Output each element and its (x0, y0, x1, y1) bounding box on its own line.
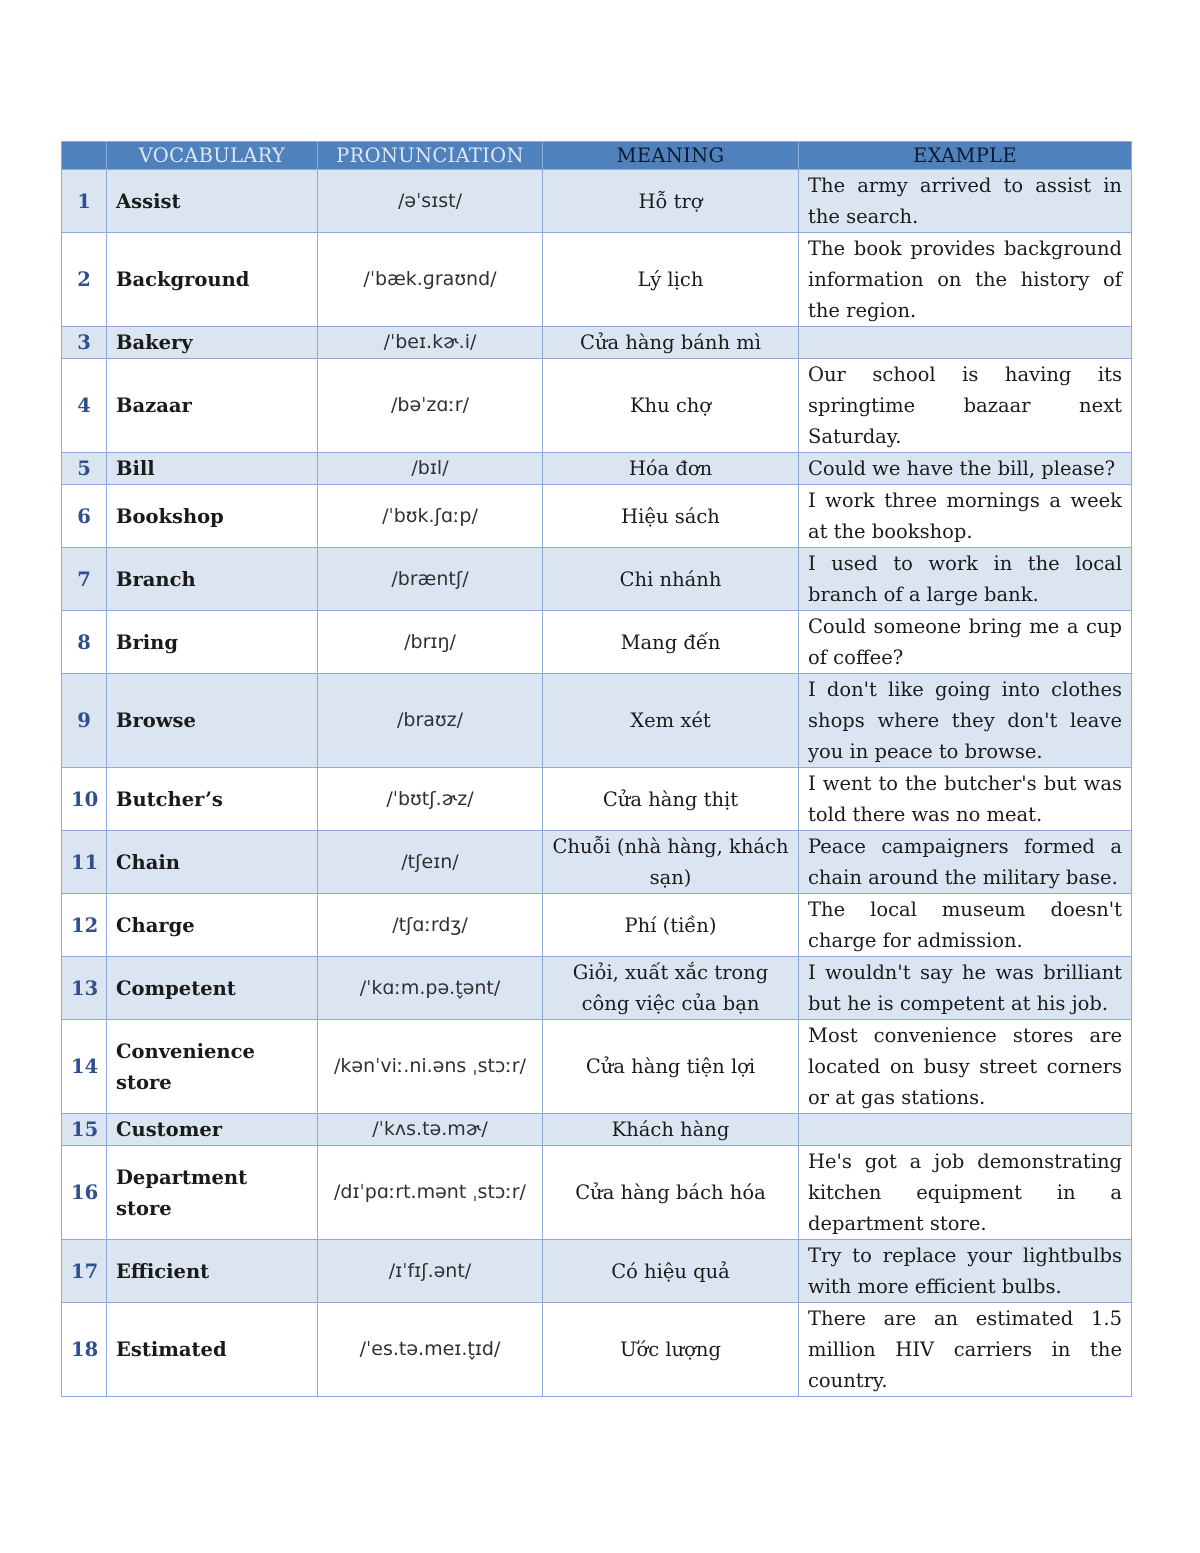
meaning: Giỏi, xuất xắc trong công việc của bạn (543, 957, 799, 1020)
meaning: Mang đến (543, 611, 799, 674)
row-number: 17 (62, 1240, 107, 1303)
meaning: Cửa hàng thịt (543, 768, 799, 831)
pronunciation: /tʃɑːrdʒ/ (318, 894, 543, 957)
header-vocabulary: VOCABULARY (107, 142, 318, 170)
example-sentence: I went to the butcher's but was told there was no meat. (799, 768, 1132, 831)
meaning: Cửa hàng tiện lợi (543, 1020, 799, 1114)
table-row (62, 1020, 1132, 1114)
table-row (62, 170, 1132, 233)
row-number: 9 (62, 674, 107, 768)
example-sentence: I don't like going into clothes shops where they don't leave you in peace to browse. (799, 674, 1132, 768)
example-sentence: Our school is having its springtime bazaar next Saturday. (799, 359, 1132, 453)
row-number: 12 (62, 894, 107, 957)
header-pronunciation: PRONUNCIATION (318, 142, 543, 170)
pronunciation: /bəˈzɑːr/ (318, 359, 543, 453)
table-row (62, 233, 1132, 327)
vocabulary-word: Customer (107, 1114, 318, 1146)
example-sentence: I wouldn't say he was brilliant but he is competent at his job. (799, 957, 1132, 1020)
row-number: 10 (62, 768, 107, 831)
row-number: 3 (62, 327, 107, 359)
table-row (62, 674, 1132, 768)
example-sentence: There are an estimated 1.5 million HIV carriers in the country. (799, 1303, 1132, 1397)
table-row (62, 1240, 1132, 1303)
vocabulary-word: Bring (107, 611, 318, 674)
row-number: 7 (62, 548, 107, 611)
table-row (62, 611, 1132, 674)
meaning: Khách hàng (543, 1114, 799, 1146)
row-number: 16 (62, 1146, 107, 1240)
pronunciation: /ˈbeɪ.kɚ.i/ (318, 327, 543, 359)
vocabulary-word: Butcher’s (107, 768, 318, 831)
row-number: 5 (62, 453, 107, 485)
vocabulary-table (61, 141, 1132, 1397)
table-header-row (62, 142, 1132, 170)
table-row (62, 453, 1132, 485)
vocabulary-word: Competent (107, 957, 318, 1020)
pronunciation: /ˈes.tə.meɪ.t̬ɪd/ (318, 1303, 543, 1397)
pronunciation: /dɪˈpɑːrt.mənt ˌstɔːr/ (318, 1146, 543, 1240)
example-sentence: The local museum doesn't charge for admission. (799, 894, 1132, 957)
example-sentence: The book provides background information on the history of the region. (799, 233, 1132, 327)
meaning: Chi nhánh (543, 548, 799, 611)
pronunciation: /bɪl/ (318, 453, 543, 485)
meaning: Hỗ trợ (543, 170, 799, 233)
pronunciation: /ɪˈfɪʃ.ənt/ (318, 1240, 543, 1303)
row-number: 11 (62, 831, 107, 894)
vocabulary-word: Bakery (107, 327, 318, 359)
meaning: Hóa đơn (543, 453, 799, 485)
table-row (62, 359, 1132, 453)
meaning: Khu chợ (543, 359, 799, 453)
header-meaning: MEANING (543, 142, 799, 170)
pronunciation: /ˈbʊk.ʃɑːp/ (318, 485, 543, 548)
row-number: 14 (62, 1020, 107, 1114)
vocabulary-word: Estimated (107, 1303, 318, 1397)
vocabulary-word: Charge (107, 894, 318, 957)
vocabulary-word: Background (107, 233, 318, 327)
meaning: Xem xét (543, 674, 799, 768)
row-number: 2 (62, 233, 107, 327)
pronunciation: /tʃeɪn/ (318, 831, 543, 894)
meaning: Có hiệu quả (543, 1240, 799, 1303)
pronunciation: /ˈbæk.ɡraʊnd/ (318, 233, 543, 327)
row-number: 8 (62, 611, 107, 674)
pronunciation: /ˈbʊtʃ.ɚz/ (318, 768, 543, 831)
row-number: 6 (62, 485, 107, 548)
meaning: Phí (tiền) (543, 894, 799, 957)
meaning: Cửa hàng bánh mì (543, 327, 799, 359)
example-sentence: Could someone bring me a cup of coffee? (799, 611, 1132, 674)
pronunciation: /əˈsɪst/ (318, 170, 543, 233)
pronunciation: /braʊz/ (318, 674, 543, 768)
example-sentence: I used to work in the local branch of a large bank. (799, 548, 1132, 611)
table-row (62, 327, 1132, 359)
table-row (62, 1114, 1132, 1146)
example-sentence: Peace campaigners formed a chain around the military base. (799, 831, 1132, 894)
table-row (62, 485, 1132, 548)
vocabulary-word: Department store (107, 1146, 318, 1240)
vocabulary-word: Convenience store (107, 1020, 318, 1114)
pronunciation: /brɪŋ/ (318, 611, 543, 674)
row-number: 15 (62, 1114, 107, 1146)
pronunciation: /kənˈviː.ni.əns ˌstɔːr/ (318, 1020, 543, 1114)
table-row (62, 894, 1132, 957)
vocabulary-word: Branch (107, 548, 318, 611)
table-row (62, 548, 1132, 611)
pronunciation: /ˈkʌs.tə.mɚ/ (318, 1114, 543, 1146)
vocabulary-word: Chain (107, 831, 318, 894)
vocabulary-word: Assist (107, 170, 318, 233)
vocabulary-word: Bazaar (107, 359, 318, 453)
table-body (62, 170, 1132, 1397)
row-number: 1 (62, 170, 107, 233)
header-example: EXAMPLE (799, 142, 1132, 170)
example-sentence (799, 1114, 1132, 1146)
row-number: 18 (62, 1303, 107, 1397)
vocabulary-word: Bill (107, 453, 318, 485)
pronunciation: /bræntʃ/ (318, 548, 543, 611)
document-page (61, 141, 1131, 1397)
table-row (62, 1146, 1132, 1240)
row-number: 4 (62, 359, 107, 453)
example-sentence: I work three mornings a week at the bookshop. (799, 485, 1132, 548)
table-row (62, 768, 1132, 831)
example-sentence: He's got a job demonstrating kitchen equipment in a department store. (799, 1146, 1132, 1240)
header-number (62, 142, 107, 170)
meaning: Cửa hàng bách hóa (543, 1146, 799, 1240)
example-sentence: Most convenience stores are located on busy street corners or at gas stations. (799, 1020, 1132, 1114)
vocabulary-word: Browse (107, 674, 318, 768)
meaning: Chuỗi (nhà hàng, khách sạn) (543, 831, 799, 894)
example-sentence (799, 327, 1132, 359)
vocabulary-word: Bookshop (107, 485, 318, 548)
meaning: Hiệu sách (543, 485, 799, 548)
meaning: Lý lịch (543, 233, 799, 327)
example-sentence: The army arrived to assist in the search. (799, 170, 1132, 233)
vocabulary-word: Efficient (107, 1240, 318, 1303)
table-row (62, 831, 1132, 894)
example-sentence: Could we have the bill, please? (799, 453, 1132, 485)
example-sentence: Try to replace your lightbulbs with more efficient bulbs. (799, 1240, 1132, 1303)
meaning: Ước lượng (543, 1303, 799, 1397)
pronunciation: /ˈkɑːm.pə.t̬ənt/ (318, 957, 543, 1020)
table-row (62, 957, 1132, 1020)
table-row (62, 1303, 1132, 1397)
row-number: 13 (62, 957, 107, 1020)
